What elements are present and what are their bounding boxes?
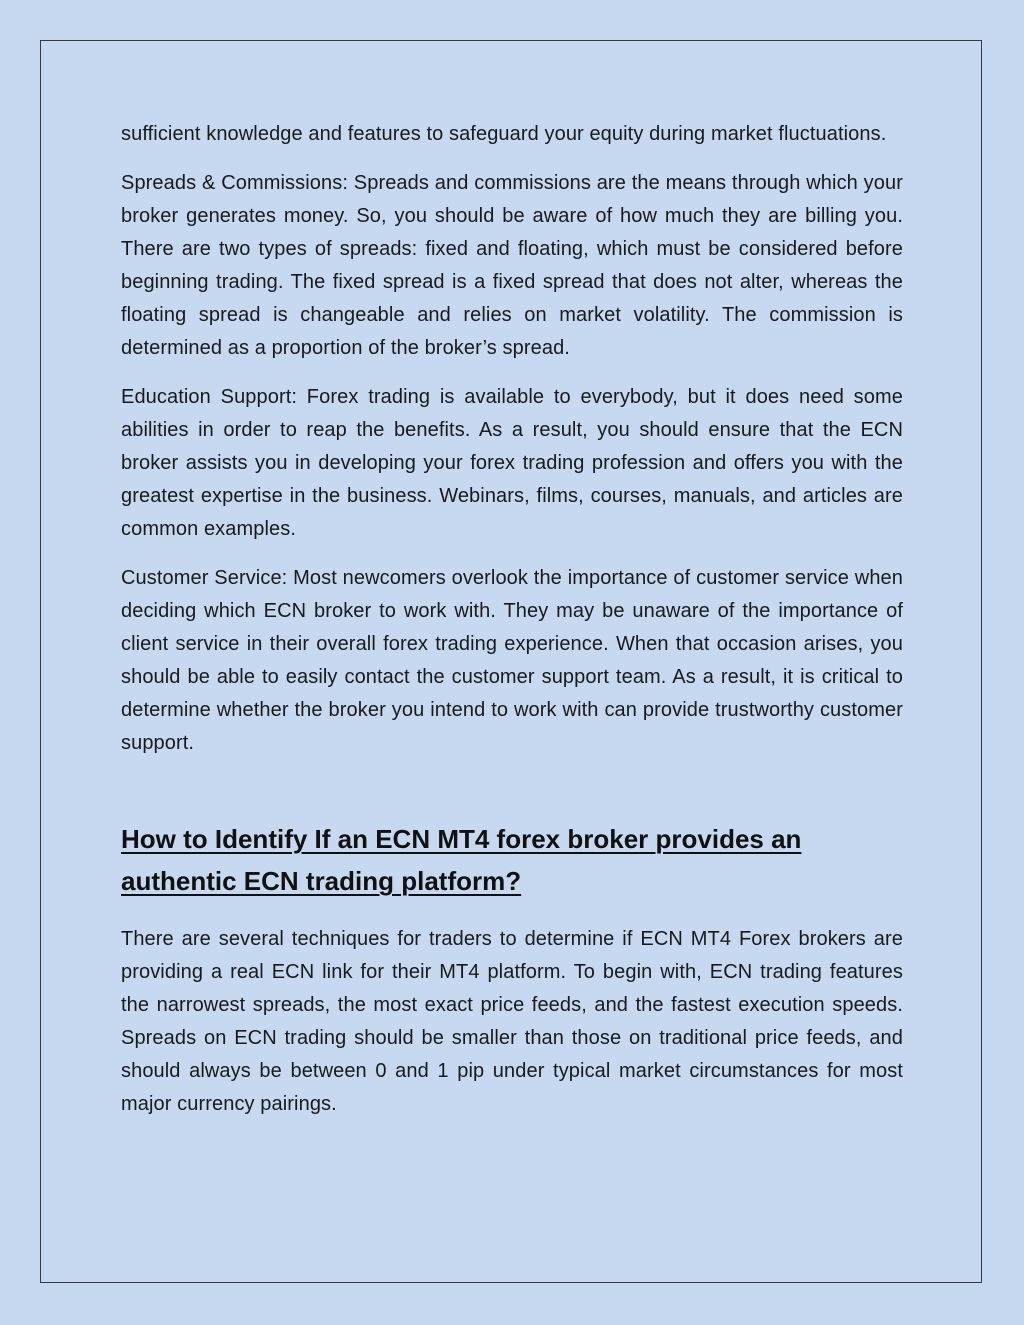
paragraph-fluctuations: sufficient knowledge and features to safeguard your equity during market fluctuations.	[121, 123, 887, 145]
document-body	[121, 118, 903, 1137]
paragraph-spreads-commissions: Spreads & Commissions: Spreads and commissions are the means through which your broker generates money. So, you should be aware of how much they are billing you. There are two types of spreads: fixed and floating, which must be considered before beginning trading. The fixed spread is a fixed spread that does not alter, whereas the floating spread is changeable and relies on market volatility. The commission is determined as a proportion of the broker’s spread.	[121, 172, 903, 359]
paragraph-ecn-techniques: There are several techniques for traders to determine if ECN MT4 Forex brokers are providing a real ECN link for their MT4 platform. To begin with, ECN trading features the narrowest spreads, the most exact price feeds, and the fastest execution speeds. Spreads on ECN trading should be smaller than those on traditional price feeds, and should always be between 0 and 1 pip under typical market circumstances for most major currency pairings.	[121, 928, 903, 1115]
paragraph-customer-service: Customer Service: Most newcomers overlook the importance of customer service when deciding which ECN broker to work with. They may be unaware of the importance of client service in their overall forex trading experience. When that occasion arises, you should be able to easily contact the customer support team. As a result, it is critical to determine whether the broker you intend to work with can provide trustworthy customer support.	[121, 567, 903, 754]
section-heading: How to Identify If an ECN MT4 forex broker provides an authentic ECN trading platform?	[121, 824, 802, 896]
paragraph-education-support: Education Support: Forex trading is available to everybody, but it does need some abilities in order to reap the benefits. As a result, you should ensure that the ECN broker assists you in developing your forex trading profession and offers you with the greatest expertise in the business. Webinars, films, courses, manuals, and articles are common examples.	[121, 386, 903, 540]
